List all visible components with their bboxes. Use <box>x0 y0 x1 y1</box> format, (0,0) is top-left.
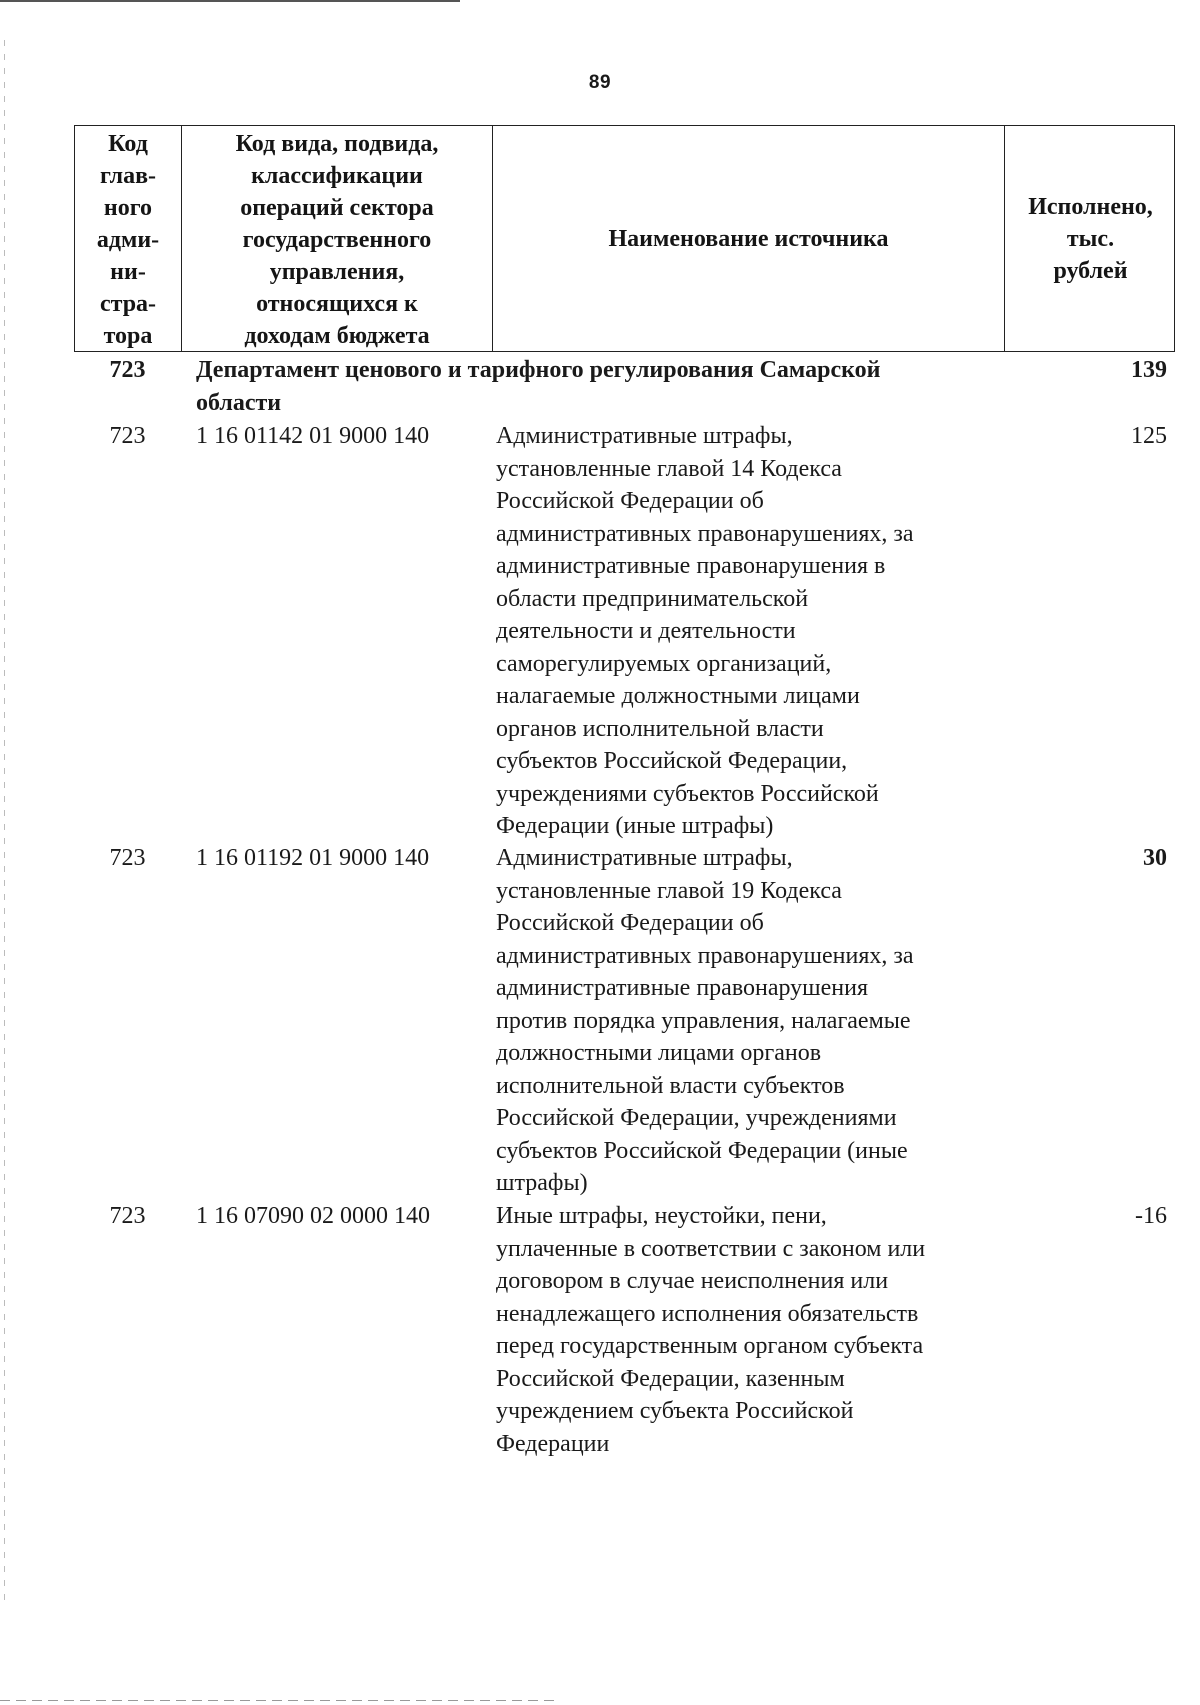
row-source-name: Административные штрафы, установленные главой 19 Кодекса Российской Федерации об административных правонарушениях, за административные правонарушения против порядка управления, налагаемые должностными лицами органов исполнительной власти субъектов Российской Федерации, учреждениями субъектов Российской Федерации (иные штрафы) <box>496 845 914 1196</box>
department-row <box>74 354 1175 418</box>
table-row <box>74 420 1175 840</box>
department-amount: 139 <box>1131 357 1167 383</box>
row-amount: -16 <box>1135 1203 1167 1229</box>
row-source-name: Административные штрафы, установленные главой 14 Кодекса Российской Федерации об административных правонарушениях, за административные правонарушения в области предпринимательской деятельности и деятельности саморегулируемых организаций, налагаемые должностными лицами органов исполнительной власти субъектов Российской Федерации, учреждениями субъектов Российской Федерации (иные штрафы) <box>496 423 914 839</box>
row-classification-code: 1 16 07090 02 0000 140 <box>196 1203 430 1229</box>
row-classification-code: 1 16 01142 01 9000 140 <box>196 423 430 449</box>
header-source-name: Наименование источника <box>493 126 1005 352</box>
table-row <box>74 1200 1175 1470</box>
row-admin-code: 723 <box>109 1203 146 1229</box>
row-classification-code: 1 16 01192 01 9000 140 <box>196 845 430 871</box>
row-admin-code: 723 <box>109 423 146 449</box>
table-header <box>74 125 1175 352</box>
department-admin-code: 723 <box>109 357 146 383</box>
header-classification-code: Код вида, подвида, классификации операций сектора государственного управления, относящихся к доходам бюджета <box>182 126 493 352</box>
row-admin-code: 723 <box>109 845 146 871</box>
header-executed: Исполнено, тыс. рублей <box>1028 194 1153 284</box>
row-amount: 30 <box>1143 845 1167 871</box>
row-source-name: Иные штрафы, неустойки, пени, уплаченные в соответствии с законом или договором в случае неисполнения или ненадлежащего исполнения обязательств перед государственным органом субъекта Российской Федерации, казенным учреждением субъекта Российской Федерации <box>496 1203 926 1457</box>
table-row <box>74 842 1175 1202</box>
department-name: Департамент ценового и тарифного регулирования Самарской области <box>196 357 881 416</box>
row-amount: 125 <box>1131 423 1167 449</box>
scan-edge-bottom <box>0 1700 560 1701</box>
header-admin-code: Код глав- ного адми- ни- стра- тора <box>75 126 182 352</box>
page-number: 89 <box>588 72 612 93</box>
scan-edge-left <box>4 40 5 1600</box>
scan-edge-top <box>0 0 460 2</box>
